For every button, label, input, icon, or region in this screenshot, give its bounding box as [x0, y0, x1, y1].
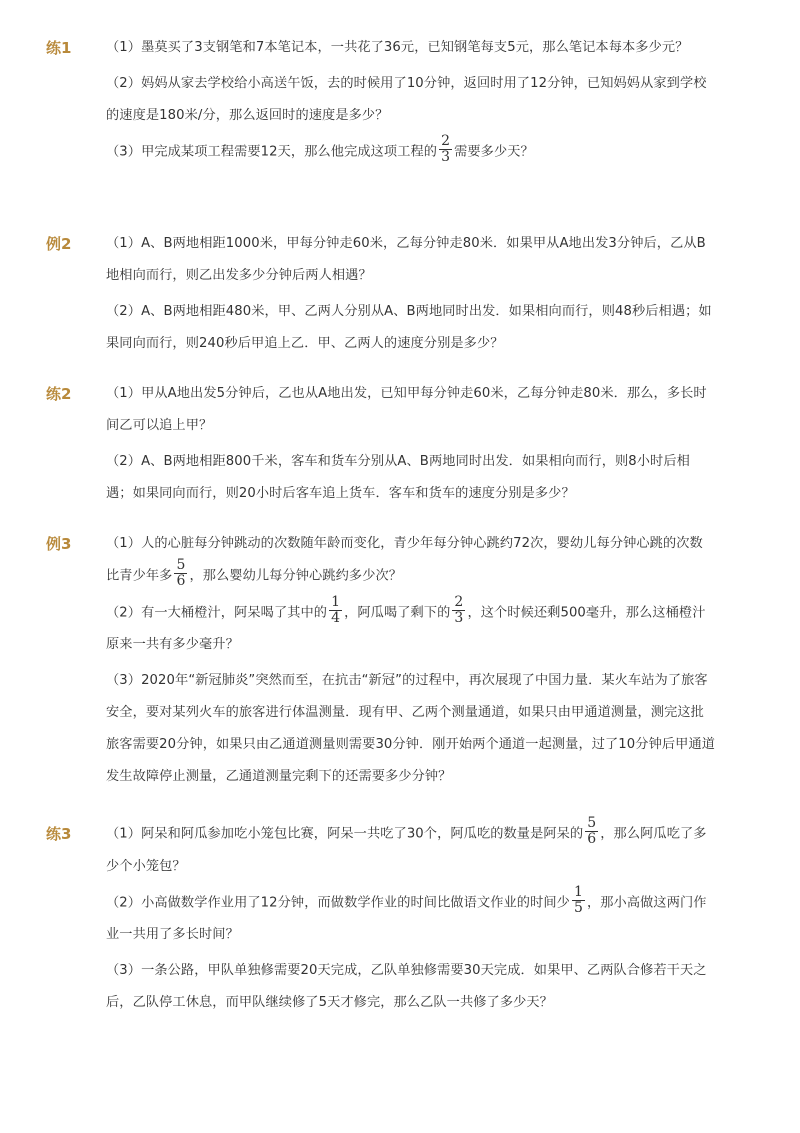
- problem-text: [106, 528, 716, 593]
- problem-text-part: 需要多少天？: [454, 144, 534, 160]
- problem-text: [106, 593, 716, 662]
- fraction-denominator: 4: [331, 609, 341, 626]
- section-label: 练1: [46, 39, 72, 57]
- fraction: [585, 816, 598, 847]
- problem-text: （3）一条公路，甲队单独修需要20天完成，乙队单独修需要30天完成．如果甲、乙两队合修若干天之后，乙队停工休息，而甲队继续修了5天才修完，那么乙队一共修了多少天？: [106, 963, 707, 1010]
- problem-text-part: （2）小高做数学作业用了12分钟，而做数学作业的时间比做语文作业的时间少: [106, 895, 570, 910]
- problem-text-part: （3）甲完成某项工程需要12天，那么他完成这项工程的: [106, 144, 438, 160]
- problem-text: （3）2020年“新冠肺炎”突然而至，在抗击“新冠”的过程中，再次展现了中国力量．某火车站为了旅客安全，要对某列火车的旅客进行体温测量．现有甲、乙两个测量通道，如果只由甲通道测量，测完这批旅客需要20分钟，如果只由乙通道测量则需要30分钟．刚开始两个通道一起测量，过了10分钟后甲通道发生故障停止测量，乙通道测量完剩下的还需要多少分钟？: [106, 673, 716, 784]
- fraction: [174, 558, 187, 589]
- fraction-numerator: 1: [331, 593, 341, 610]
- fraction-numerator: 1: [573, 883, 583, 900]
- fraction-numerator: 2: [454, 593, 464, 610]
- fraction-denominator: 6: [176, 573, 186, 589]
- problem-text: [106, 815, 716, 883]
- problem-text: [106, 133, 716, 169]
- problem-text-part: （2）有一大桶橙汁，阿呆喝了其中的: [106, 605, 328, 620]
- section-label: 练2: [46, 385, 72, 403]
- fraction-denominator: 5: [573, 899, 583, 916]
- problem-text-part: （1）阿呆和阿瓜参加吃小笼包比赛，阿呆一共吃了30个，阿瓜吃的数量是阿呆的: [106, 826, 584, 842]
- problem-text-part: ，阿瓜喝了剩下的: [344, 605, 451, 620]
- problem-text: （1）A、B两地相距1000米，甲每分钟走60米，乙每分钟走80米．如果甲从A地出发3分钟后，乙从B地相向而行，则乙出发多少分钟后两人相遇？: [106, 236, 706, 283]
- fraction: [572, 885, 585, 916]
- problem-text-part: ，那小高做这两门作业一共用了多长时间？: [106, 895, 707, 942]
- problem-text-part: （1）人的心脏每分钟跳动的次数随年龄而变化，青少年每分钟心跳约72次，婴幼儿每分钟心跳的次数比青少年多: [106, 536, 703, 584]
- fraction: [452, 595, 465, 626]
- fraction: [329, 595, 342, 626]
- section-label: 练3: [46, 825, 72, 843]
- fraction-denominator: 3: [454, 609, 464, 626]
- problem-text: （2）A、B两地相距480米，甲、乙两人分别从A、B两地同时出发．如果相向而行，则48秒后相遇；如果同向而行，则240秒后甲追上乙．甲、乙两人的速度分别是多少？: [106, 304, 712, 351]
- problem-text-part: ，那么阿瓜吃了多少个小笼包？: [106, 826, 707, 874]
- fraction: [439, 134, 452, 165]
- problem-text: （2）A、B两地相距800千米，客车和货车分别从A、B两地同时出发．如果相向而行，则8小时后相遇；如果同向而行，则20小时后客车追上货车．客车和货车的速度分别是多少？: [106, 454, 690, 501]
- fraction-numerator: 2: [441, 133, 451, 149]
- problem-text: （2）妈妈从家去学校给小高送午饭，去的时候用了10分钟，返回时用了12分钟，已知妈妈从家到学校的速度是180米/分，那么返回时的速度是多少？: [106, 76, 707, 123]
- fraction-numerator: 5: [176, 557, 186, 573]
- fraction-denominator: 3: [441, 149, 451, 165]
- problem-text-part: ，这个时候还剩500毫升，那么这桶橙汁原来一共有多少毫升？: [106, 605, 706, 652]
- section-label: 例2: [46, 235, 72, 253]
- fraction-numerator: 5: [587, 815, 597, 831]
- fraction-denominator: 6: [587, 831, 597, 847]
- section-label: 例3: [46, 535, 72, 553]
- problem-text: （1）甲从A地出发5分钟后，乙也从A地出发，已知甲每分钟走60米，乙每分钟走80米．那么，多长时间乙可以追上甲？: [106, 386, 707, 433]
- problem-text-part: ，那么婴幼儿每分钟心跳约多少次？: [189, 568, 403, 584]
- problem-text: （1）墨莫买了3支钢笔和7本笔记本，一共花了36元，已知钢笔每支5元，那么笔记本每本多少元？: [106, 40, 689, 55]
- problem-text: [106, 883, 716, 952]
